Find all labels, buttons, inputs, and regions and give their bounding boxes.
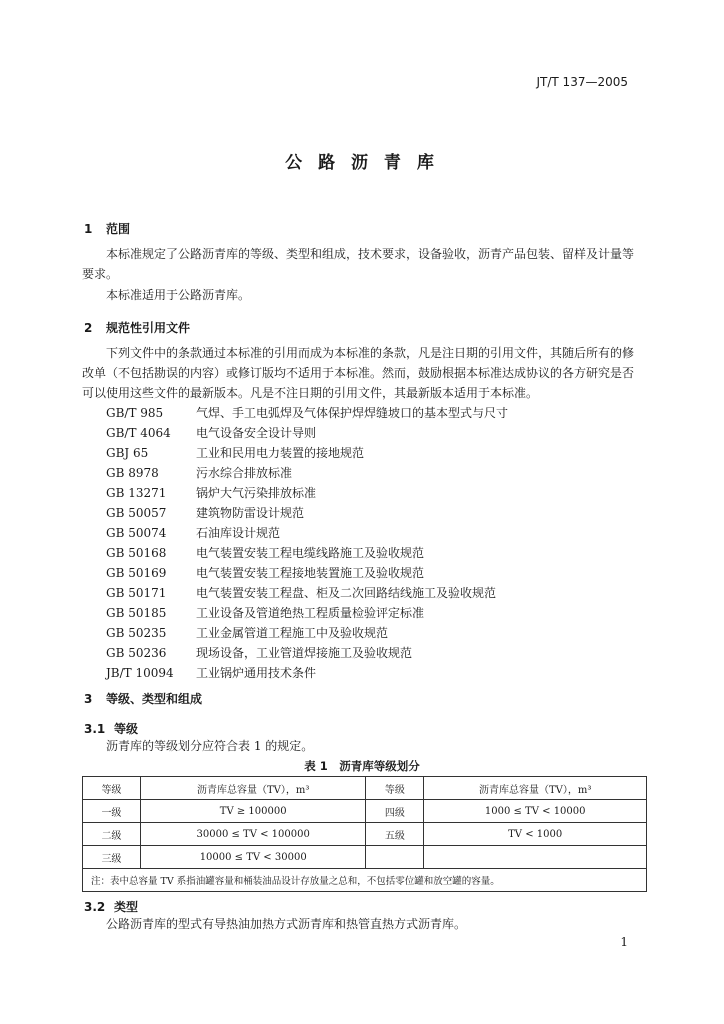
reference-title: 锅炉大气污染排放标准 [196,486,317,500]
reference-title: 工业锅炉通用技术条件 [196,666,317,680]
capacity-cell: 10000 ≤ TV < 30000 [140,846,366,869]
section-number: 3 [84,692,93,706]
subsection-number: 3.2 [84,900,106,914]
table-header-row [83,777,647,800]
section-1-heading [84,220,130,237]
section-title: 规范性引用文件 [106,321,191,335]
section-number: 2 [84,321,93,335]
capacity-cell: 30000 ≤ TV < 100000 [140,823,366,846]
table-caption: 表 1 沥青库等级划分 [304,759,420,773]
reference-title: 建筑物防雷设计规范 [196,506,305,520]
reference-code: GB/T 4064 [106,426,171,440]
reference-item [106,563,508,583]
reference-item [106,403,508,423]
subsection-3-2-heading [84,898,138,915]
reference-code: JB/T 10094 [106,666,174,680]
grade-cell: 五级 [366,823,424,846]
reference-code: GB 8978 [106,466,159,480]
reference-item [106,603,508,623]
reference-item [106,523,508,543]
reference-title: 电气装置安装工程电缆线路施工及验收规范 [196,546,425,560]
reference-list [106,403,508,683]
table-note-row [83,869,647,892]
reference-code: GB 50074 [106,526,167,540]
reference-title: 现场设备，工业管道焊接施工及验收规范 [196,646,413,660]
reference-item [106,663,508,683]
grade-cell: 二级 [83,823,141,846]
section-1-paragraph-1: 本标准规定了公路沥青库的等级、类型和组成，技术要求，设备验收，沥青产品包装、留样及计量等要求。 [82,247,635,281]
reference-code: GB 50171 [106,586,167,600]
reference-code: GB 50235 [106,626,167,640]
reference-item [106,483,508,503]
table-row [83,846,647,869]
reference-title: 污水综合排放标准 [196,466,293,480]
table-note: 注：表中总容量 TV 系指油罐容量和桶装油品设计存放量之总和，不包括零位罐和放空罐的容量。 [83,869,647,892]
reference-title: 工业和民用电力装置的接地规范 [196,446,365,460]
header-capacity: 沥青库总容量（TV），m³ [424,777,647,800]
subsection-3-1-text: 沥青库的等级划分应符合表 1 的规定。 [106,739,314,753]
reference-code: GB 50169 [106,566,167,580]
subsection-title: 类型 [114,900,139,914]
capacity-cell: TV < 1000 [424,823,647,846]
subsection-3-2-text: 公路沥青库的型式有导热油加热方式沥青库和热管直热方式沥青库。 [106,917,467,931]
header-grade: 等级 [83,777,141,800]
reference-code: GBJ 65 [106,446,149,460]
section-title: 范围 [106,222,131,236]
reference-title: 电气装置安装工程盘、柜及二次回路结线施工及验收规范 [196,586,497,600]
reference-item [106,463,508,483]
grade-cell: 一级 [83,800,141,823]
section-1-paragraph-2: 本标准适用于公路沥青库。 [106,288,251,302]
capacity-cell: 1000 ≤ TV < 10000 [424,800,647,823]
reference-item [106,643,508,663]
table-row [83,823,647,846]
reference-title: 气焊、手工电弧焊及气体保护焊焊缝坡口的基本型式与尺寸 [196,406,509,420]
reference-item [106,423,508,443]
reference-item [106,623,508,643]
section-2-heading [84,319,190,336]
reference-item [106,443,508,463]
document-title: 公 路 沥 青 库 [285,153,439,173]
reference-code: GB 50236 [106,646,167,660]
subsection-number: 3.1 [84,722,106,736]
subsection-title: 等级 [114,722,139,736]
grade-table [82,776,647,892]
header-grade: 等级 [366,777,424,800]
page-number: 1 [620,935,628,949]
grade-cell: 三级 [83,846,141,869]
section-3-heading [84,690,202,707]
reference-item [106,543,508,563]
section-title: 等级、类型和组成 [106,692,203,706]
reference-code: GB 13271 [106,486,167,500]
reference-title: 工业设备及管道绝热工程质量检验评定标准 [196,606,425,620]
reference-title: 工业金属管道工程施工中及验收规范 [196,626,389,640]
grade-cell [366,846,424,869]
section-2-intro: 下列文件中的条款通过本标准的引用而成为本标准的条款，凡是注日期的引用文件，其随后所有的修改单（不包括勘误的内容）或修订版均不适用于本标准。然而，鼓励根据本标准达成协议的各方研究是否可以使用这些文件的最新版本。凡是不注日期的引用文件，其最新版本适用于本标准。 [82,346,635,400]
reference-item [106,583,508,603]
reference-title: 电气设备安全设计导则 [196,426,317,440]
reference-item [106,503,508,523]
header-capacity: 沥青库总容量（TV），m³ [140,777,366,800]
reference-title: 石油库设计规范 [196,526,281,540]
capacity-cell: TV ≥ 100000 [140,800,366,823]
capacity-cell [424,846,647,869]
table-row [83,800,647,823]
reference-title: 电气装置安装工程接地装置施工及验收规范 [196,566,425,580]
reference-code: GB/T 985 [106,406,164,420]
reference-code: GB 50057 [106,506,167,520]
reference-code: GB 50185 [106,606,167,620]
section-number: 1 [84,222,93,236]
reference-code: GB 50168 [106,546,167,560]
subsection-3-1-heading [84,720,138,737]
standard-code: JT/T 137—2005 [536,75,628,89]
grade-cell: 四级 [366,800,424,823]
